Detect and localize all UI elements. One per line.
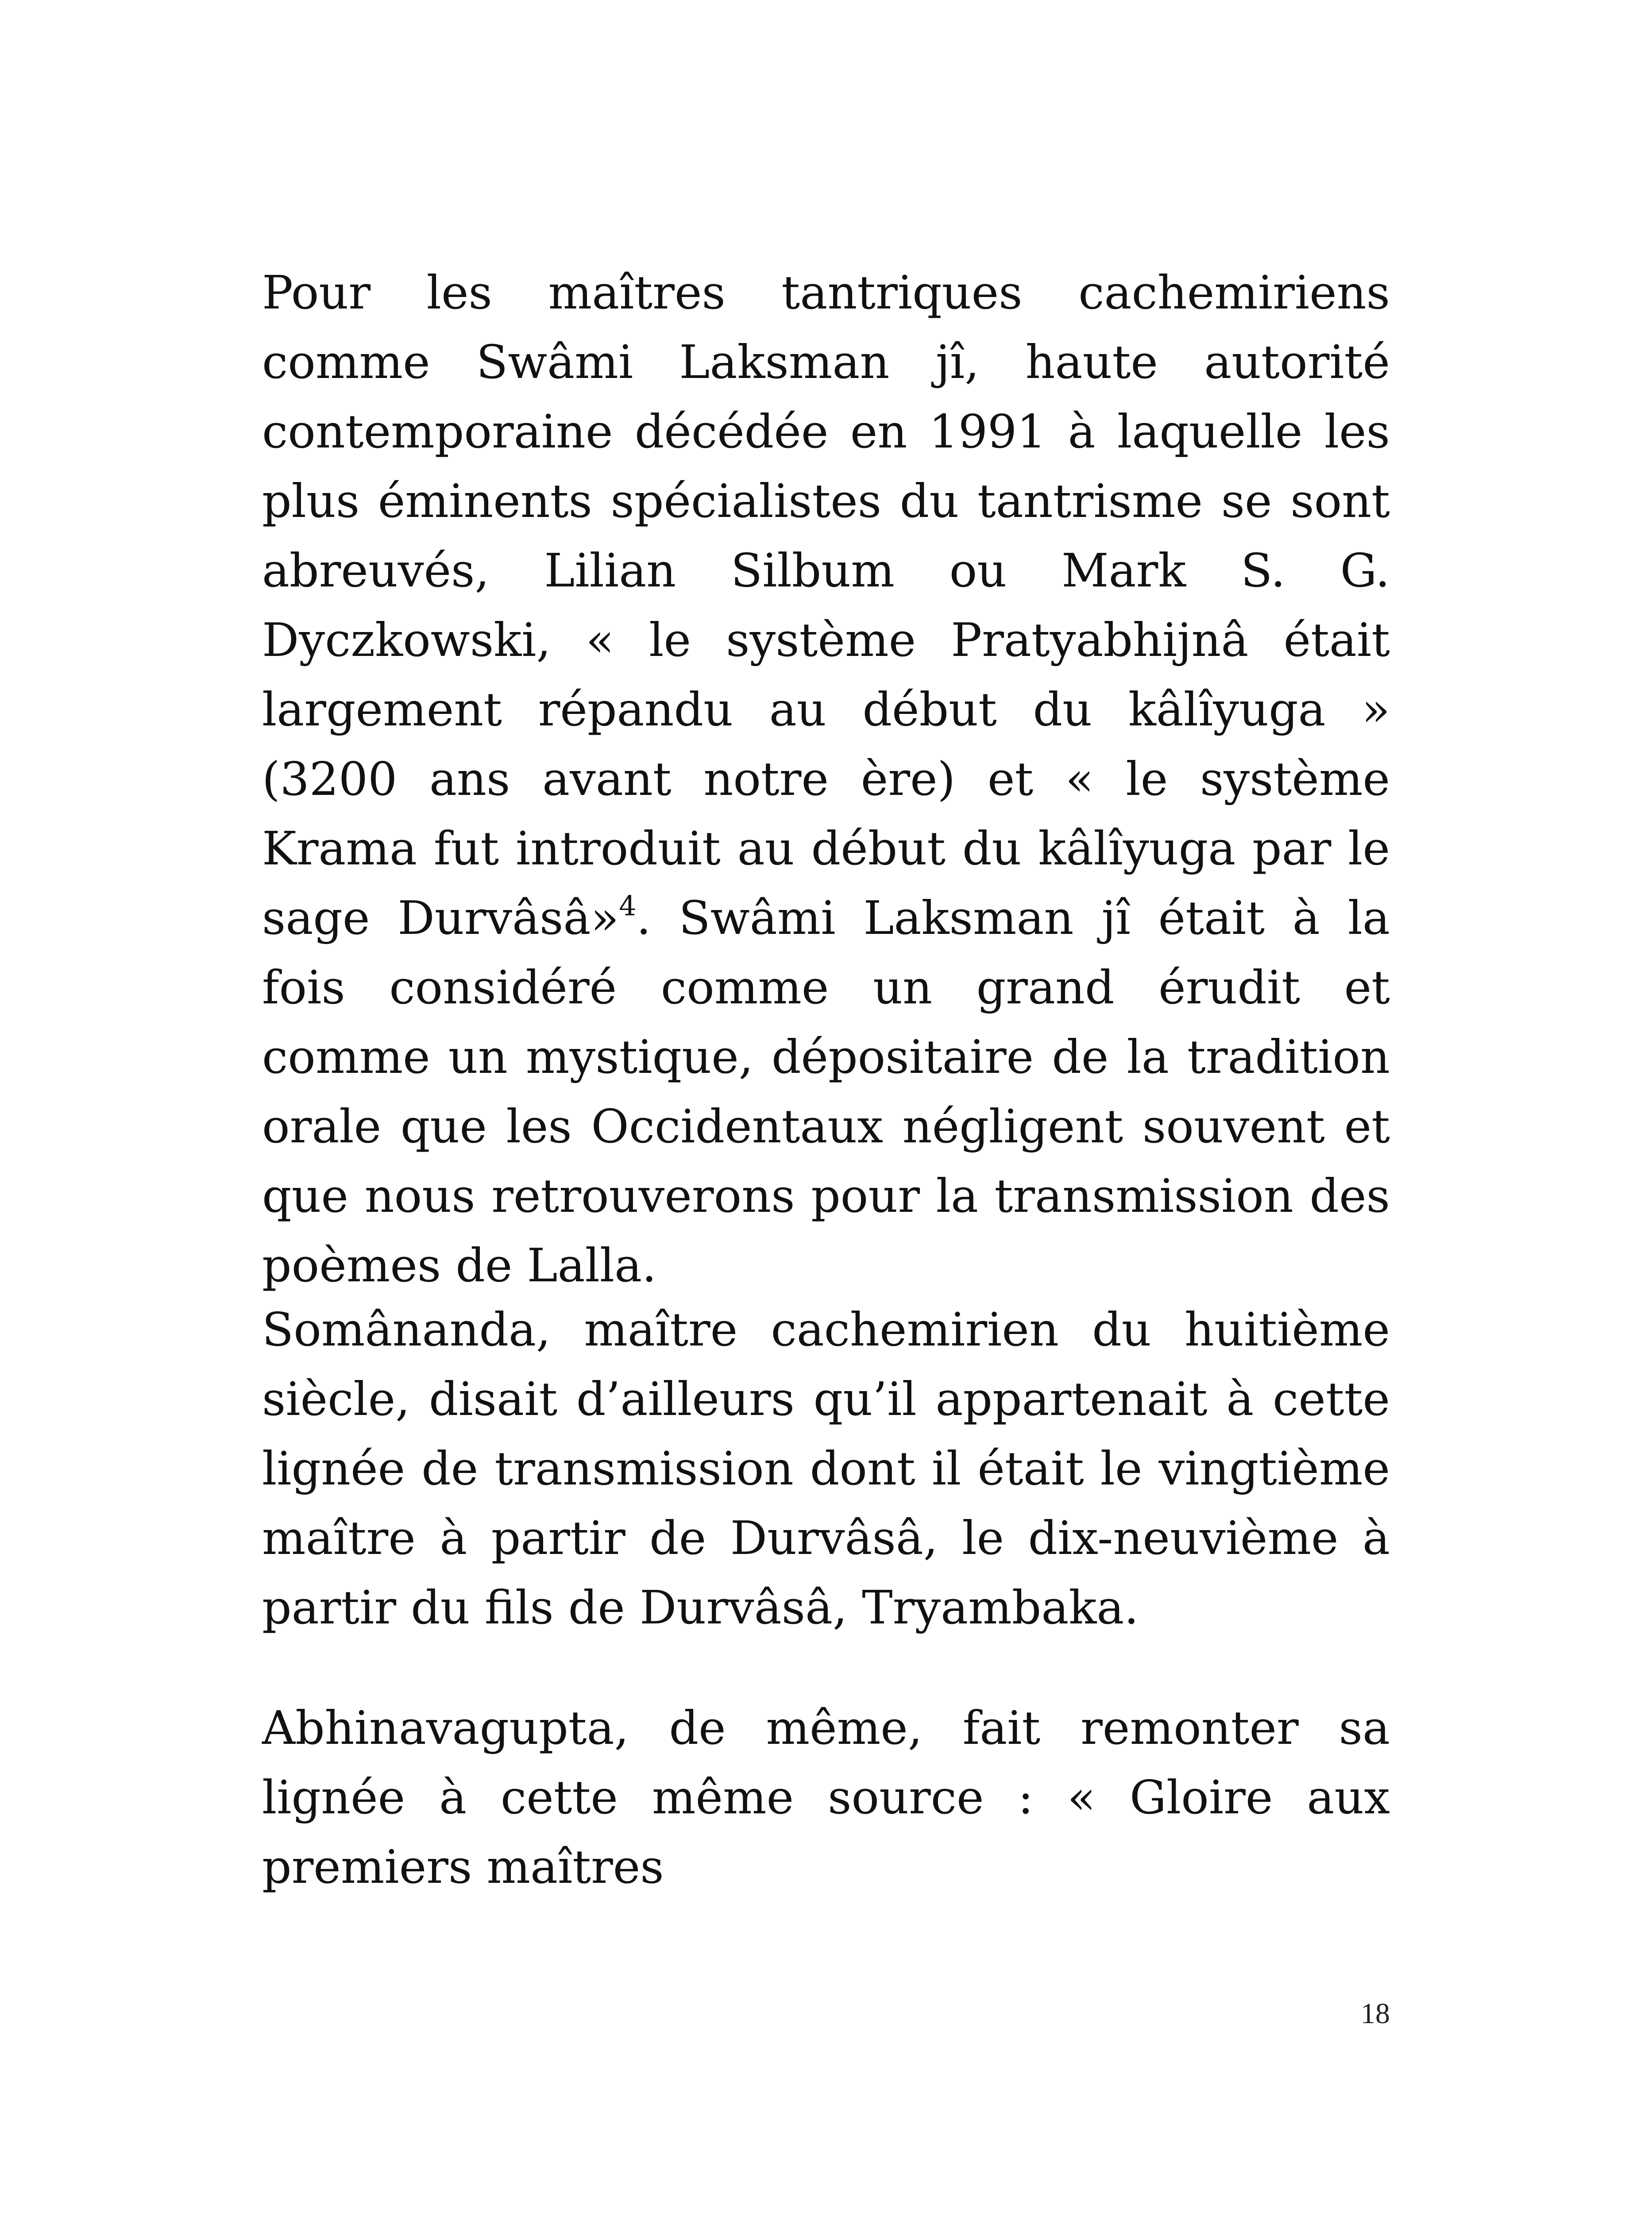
- paragraph-2: [262, 1295, 1390, 1642]
- paragraph-3-text: Abhinavagupta, de même, fait remonter sa lignée à cette même source : « Gloire aux premiers maîtres: [262, 1701, 1390, 1894]
- paragraph-1-text: [262, 258, 1390, 1300]
- paragraph-1-before-footnote: Pour les maîtres tantriques cachemiriens comme Swâmi Laksman jî, haute autorité contemporaine décédée en 1991 à laquelle les plus éminents spécialistes du tantrisme se sont abreuvés, Lilian Silbum ou Mark S. G. Dyczkowski, « le système Pratyabhijnâ était largement répandu au début du kâlîyuga » (3200 ans avant notre ère) et « le système Krama fut introduit au début du kâlîyuga par le sage Durvâsâ»: [262, 266, 1390, 945]
- paragraph-1: [262, 258, 1390, 1300]
- page-number: 18: [1361, 1997, 1390, 2030]
- paragraph-3: [262, 1693, 1390, 1902]
- paragraph-1-after-footnote: . Swâmi Laksman jî était à la fois considéré comme un grand érudit et comme un mystique, dépositaire de la tradition orale que les Occidentaux négligent souvent et que nous retrouverons pour la transmission des poèmes de Lalla.: [262, 891, 1390, 1292]
- footnote-reference[interactable]: 4: [619, 890, 637, 922]
- paragraph-2-text: Somânanda, maître cachemirien du huitième siècle, disait d’ailleurs qu’il appartenait à cette lignée de transmission dont il était le vingtième maître à partir de Durvâsâ, le dix-neuvième à partir du fils de Durvâsâ, Tryambaka.: [262, 1303, 1390, 1635]
